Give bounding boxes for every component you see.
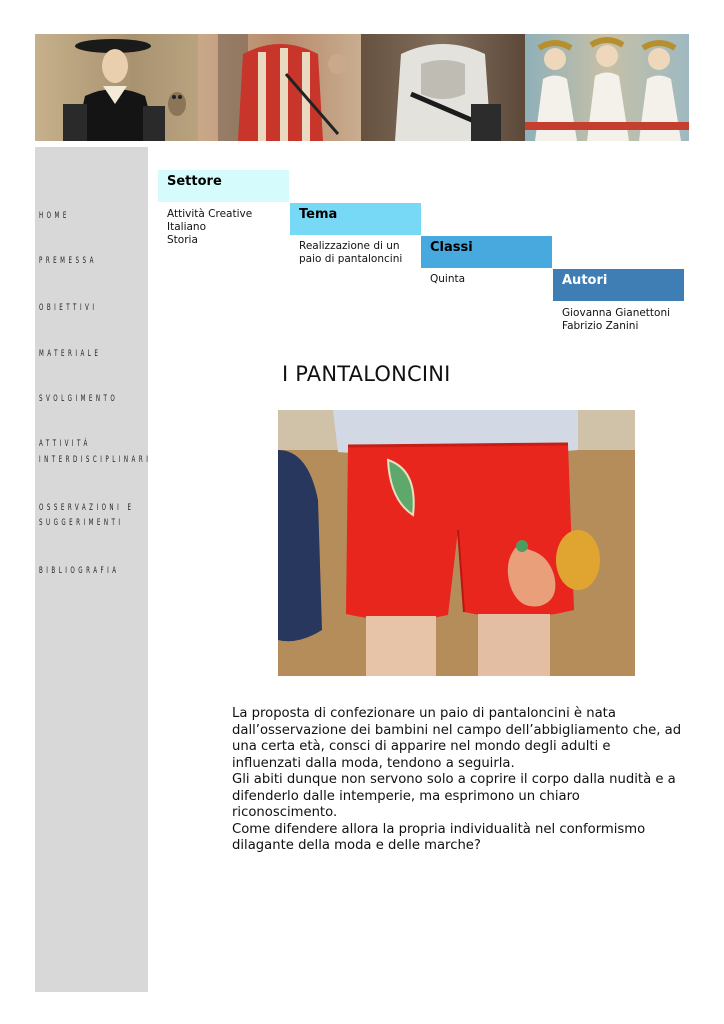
nav-attivita-link[interactable]: ATTIVITÀ: [39, 439, 91, 449]
portrait-striped-costume-image: [198, 34, 361, 141]
classi-heading: Classi: [421, 236, 552, 268]
nav-suggerimenti-link[interactable]: SUGGERIMENTI: [39, 518, 124, 528]
nav-bibliografia-link[interactable]: BIBLIOGRAFIA: [39, 566, 120, 576]
classi-list: [430, 273, 555, 286]
portrait-nobleman-armour-image: [361, 34, 525, 141]
settore-heading: Settore: [158, 170, 289, 202]
settore-list: [167, 208, 292, 247]
tema-heading: Tema: [290, 203, 421, 235]
body-paragraph: La proposta di confezionare un paio di pantaloncini è nata dall’osservazione dei bambini nel campo dell’abbigliamento che, ad una certa età, consci di apparire nel mondo degli adulti e influenzati dalla moda, tendono a seguirla.: [232, 706, 682, 771]
nav-svolgimento-link[interactable]: SVOLGIMENTO: [39, 394, 119, 404]
page-title: I PANTALONCINI: [282, 362, 451, 386]
nav-premessa-link[interactable]: PREMESSA: [39, 256, 97, 266]
tema-item: Realizzazione di un paio di pantaloncini: [299, 240, 403, 265]
shorts-photo: [278, 410, 635, 676]
classi-item: Quinta: [430, 273, 466, 285]
nav-obiettivi-link[interactable]: OBIETTIVI: [39, 303, 98, 313]
portrait-three-ladies-image: [525, 34, 689, 141]
body-text: [232, 706, 682, 855]
settore-item: Italiano: [167, 221, 206, 233]
body-paragraph: Come difendere allora la propria individualità nel conformismo dilagante della moda e delle marche?: [232, 821, 646, 853]
portrait-lady-with-owl-image: [35, 34, 198, 141]
header-banner: [35, 34, 689, 141]
nav-materiale-link[interactable]: MATERIALE: [39, 349, 102, 359]
settore-item: Attività Creative: [167, 208, 253, 220]
sidebar-nav: [35, 147, 152, 992]
nav-interdisciplinari-link[interactable]: INTERDISCIPLINARI: [39, 455, 152, 465]
autori-item: Fabrizio Zanini: [562, 320, 639, 332]
settore-item: Storia: [167, 234, 198, 246]
nav-osservazioni-link[interactable]: OSSERVAZIONI E: [39, 503, 135, 513]
autori-item: Giovanna Gianettoni: [562, 307, 671, 319]
tema-list: [299, 240, 411, 266]
body-paragraph: Gli abiti dunque non servono solo a coprire il corpo dalla nudità e a difenderlo dalle intemperie, ma esprimono un chiaro riconoscimento.: [232, 772, 676, 820]
autori-list: [562, 307, 687, 333]
nav-home-link[interactable]: HOME: [39, 211, 70, 221]
autori-heading: Autori: [553, 269, 684, 301]
